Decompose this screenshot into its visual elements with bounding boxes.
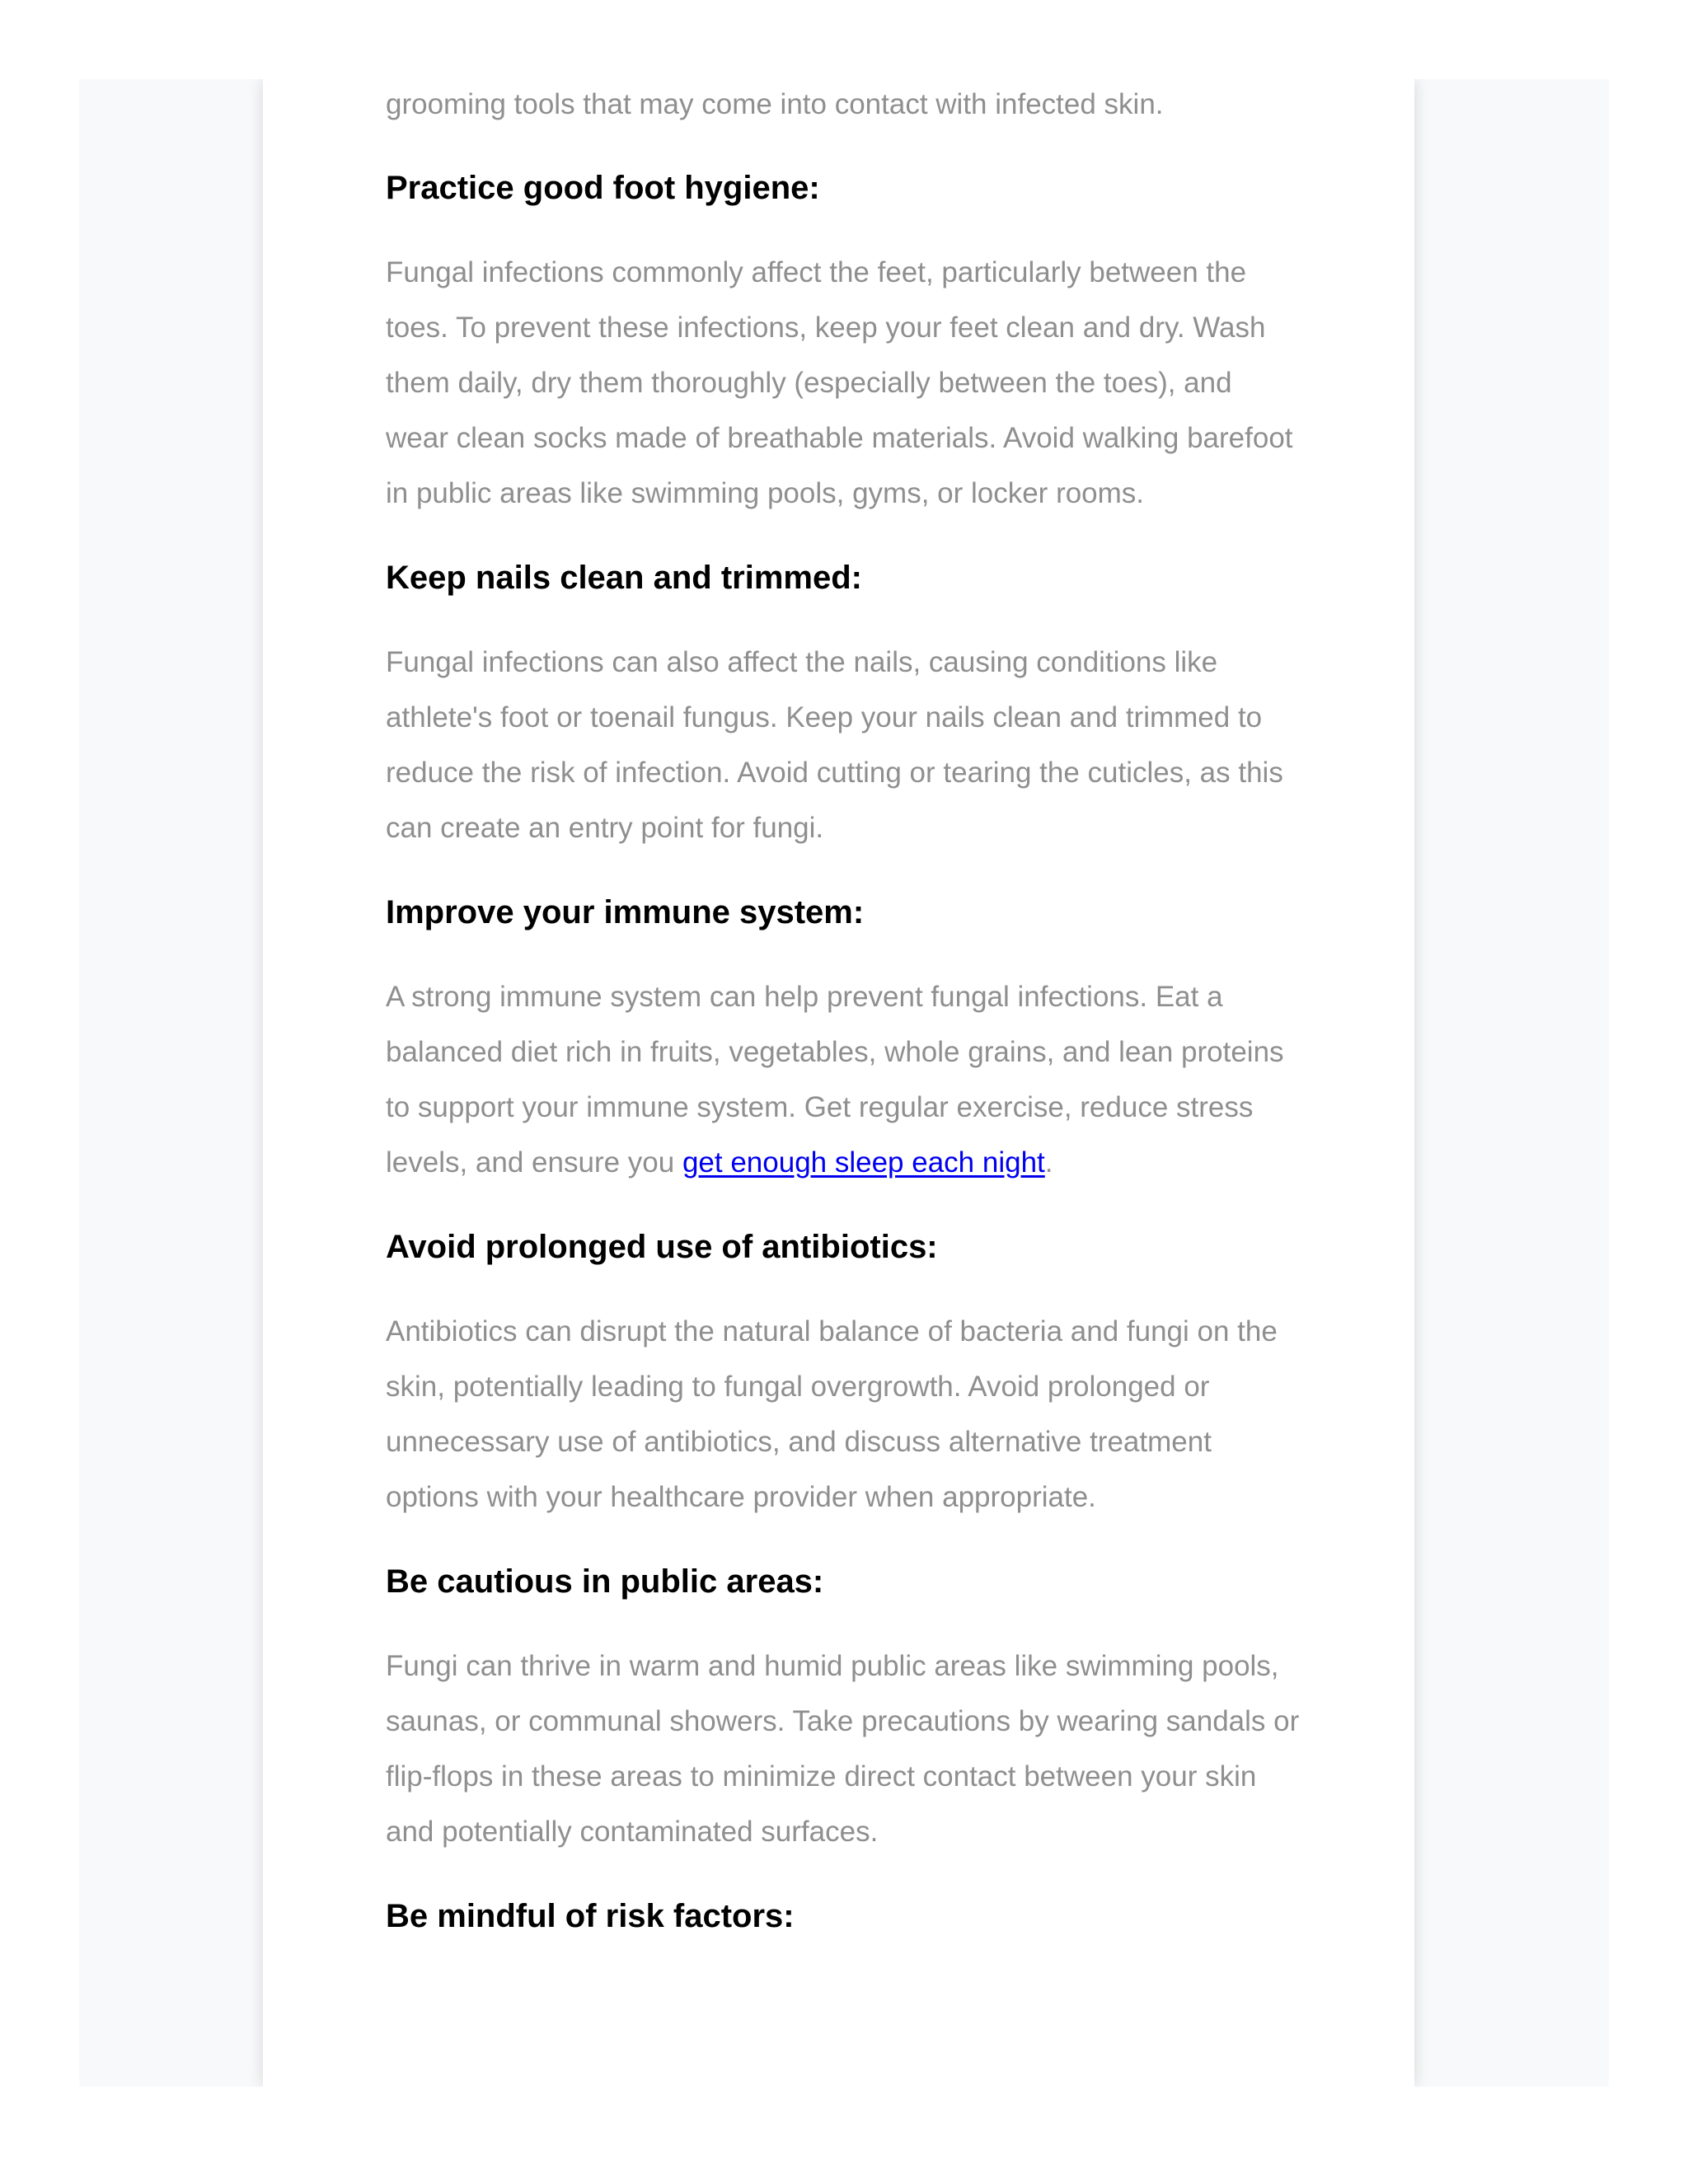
section-body-public-areas: Fungi can thrive in warm and humid public areas like swimming pools, saunas, or communal showers. Take precautions by wearing sandals or flip-flops in these areas to minimize direct contact between your skin and potentially contaminated surfaces. bbox=[386, 1650, 1300, 1848]
section-heading-nails: Keep nails clean and trimmed: bbox=[386, 560, 862, 596]
article-card bbox=[263, 79, 1414, 2087]
section-body-antibiotics: Antibiotics can disrupt the natural balance of bacteria and fungi on the skin, potentially leading to fungal overgrowth. Avoid prolonged or unnecessary use of antibiotics, and discuss alternative treatment options with your healthcare provider when appropriate. bbox=[386, 1315, 1278, 1513]
section-heading-immune-system: Improve your immune system: bbox=[386, 894, 865, 930]
section-body-nails: Fungal infections can also affect the nails, causing conditions like athlete's foot or toenail fungus. Keep your nails clean and trimmed to reduce the risk of infection. Avoid cutting or tearing the cuticles, as this can create an entry point for fungi. bbox=[386, 646, 1283, 844]
sleep-link[interactable]: get enough sleep each night bbox=[682, 1146, 1045, 1179]
section-body-immune-system bbox=[386, 969, 1301, 1190]
section-body-foot-hygiene: Fungal infections commonly affect the feet, particularly between the toes. To prevent these infections, keep your feet clean and dry. Wash them daily, dry them thoroughly (especially between the toes), and wear clean socks made of breathable materials. Avoid walking barefoot in public areas like swimming pools, gyms, or locker rooms. bbox=[386, 256, 1293, 509]
section-heading-public-areas: Be cautious in public areas: bbox=[386, 1563, 824, 1600]
immune-text-before-link: A strong immune system can help prevent fungal infections. Eat a balanced diet rich in fruits, vegetables, whole grains, and lean proteins to support your immune system. Get regular exercise, reduce stress levels, and ensure you bbox=[386, 981, 1284, 1179]
section-heading-foot-hygiene: Practice good foot hygiene: bbox=[386, 170, 820, 206]
immune-text-after-link: . bbox=[1044, 1146, 1053, 1179]
intro-paragraph-tail: grooming tools that may come into contact with infected skin. bbox=[386, 88, 1164, 120]
section-heading-risk-factors: Be mindful of risk factors: bbox=[386, 1898, 795, 1934]
section-heading-antibiotics: Avoid prolonged use of antibiotics: bbox=[386, 1229, 938, 1265]
browser-viewport bbox=[79, 79, 1609, 2087]
article-body bbox=[386, 79, 1301, 1939]
